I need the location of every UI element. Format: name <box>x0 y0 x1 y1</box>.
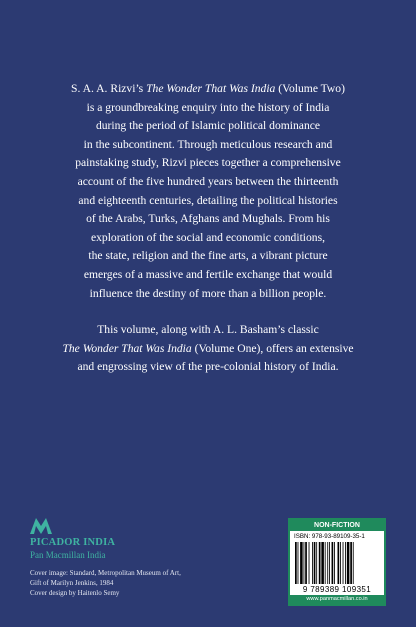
blurb-fragment: and engrossing view of the pre-colonial history of India. <box>77 360 339 374</box>
blurb-paragraph-1 <box>40 80 376 303</box>
isbn-text: ISBN: 978-93-89109-35-1 <box>294 533 365 540</box>
publisher-subname: Pan Macmillan India <box>30 550 106 560</box>
credit-line: Cover image: Standard, Metropolitan Museum of Art, <box>30 569 181 577</box>
barcode-panel <box>288 518 386 606</box>
blurb-fragment: in the subcontinent. Through meticulous research and <box>83 137 333 151</box>
blurb-fragment: is a groundbreaking enquiry into the history of India <box>86 100 330 114</box>
blurb-line <box>40 358 376 377</box>
blurb-line <box>40 154 376 173</box>
blurb-fragment: (Volume Two) <box>275 82 345 95</box>
blurb-text <box>40 80 376 377</box>
cover-credits <box>30 568 181 598</box>
blurb-line <box>40 117 376 136</box>
blurb-fragment: S. A. A. Rizvi’s <box>71 82 147 95</box>
blurb-line <box>40 340 376 359</box>
blurb-paragraph-2 <box>40 321 376 377</box>
blurb-line <box>40 173 376 192</box>
blurb-line <box>40 229 376 248</box>
blurb-fragment: influence the destiny of more than a billion people. <box>89 286 327 300</box>
barcode-icon <box>293 542 381 584</box>
book-title: The Wonder That Was India <box>146 82 276 95</box>
publisher-name: PICADOR INDIA <box>30 537 116 548</box>
blurb-fragment: and eighteenth centuries, detailing the political histories <box>78 193 338 207</box>
blurb-fragment: painstaking study, Rizvi pieces together a comprehensive <box>75 156 341 170</box>
website-label: www.panmacmillan.co.in <box>290 595 384 604</box>
credit-line: Cover design by Haitenlo Semy <box>30 589 120 597</box>
blurb-line <box>40 285 376 304</box>
picador-logo-icon <box>30 518 52 534</box>
paragraph-gap <box>40 303 376 321</box>
barcode-number: 9 789389 109351 <box>302 585 372 594</box>
blurb-fragment: the state, religion and the fine arts, a vibrant picture <box>88 249 328 263</box>
blurb-fragment: account of the five hundred years between the thirteenth <box>77 174 339 188</box>
blurb-fragment: exploration of the social and economic conditions, <box>90 230 326 244</box>
category-label: NON-FICTION <box>290 520 384 531</box>
credit-line: Gift of Marilyn Jenkins, 1984 <box>30 579 114 587</box>
blurb-line <box>40 266 376 285</box>
blurb-line <box>40 247 376 266</box>
blurb-line <box>40 210 376 229</box>
blurb-line <box>40 80 376 99</box>
blurb-fragment: of the Arabs, Turks, Afghans and Mughals. From his <box>86 212 330 226</box>
blurb-fragment: (Volume One), offers an extensive <box>191 341 354 355</box>
blurb-fragment: emerges of a massive and fertile exchange that would <box>83 267 333 281</box>
blurb-fragment: This volume, along with A. L. Basham’s classic <box>97 323 319 337</box>
blurb-line <box>40 321 376 340</box>
blurb-line <box>40 136 376 155</box>
blurb-fragment: during the period of Islamic political dominance <box>95 119 321 133</box>
blurb-line <box>40 192 376 211</box>
book-title: The Wonder That Was India <box>62 341 192 355</box>
blurb-line <box>40 99 376 118</box>
